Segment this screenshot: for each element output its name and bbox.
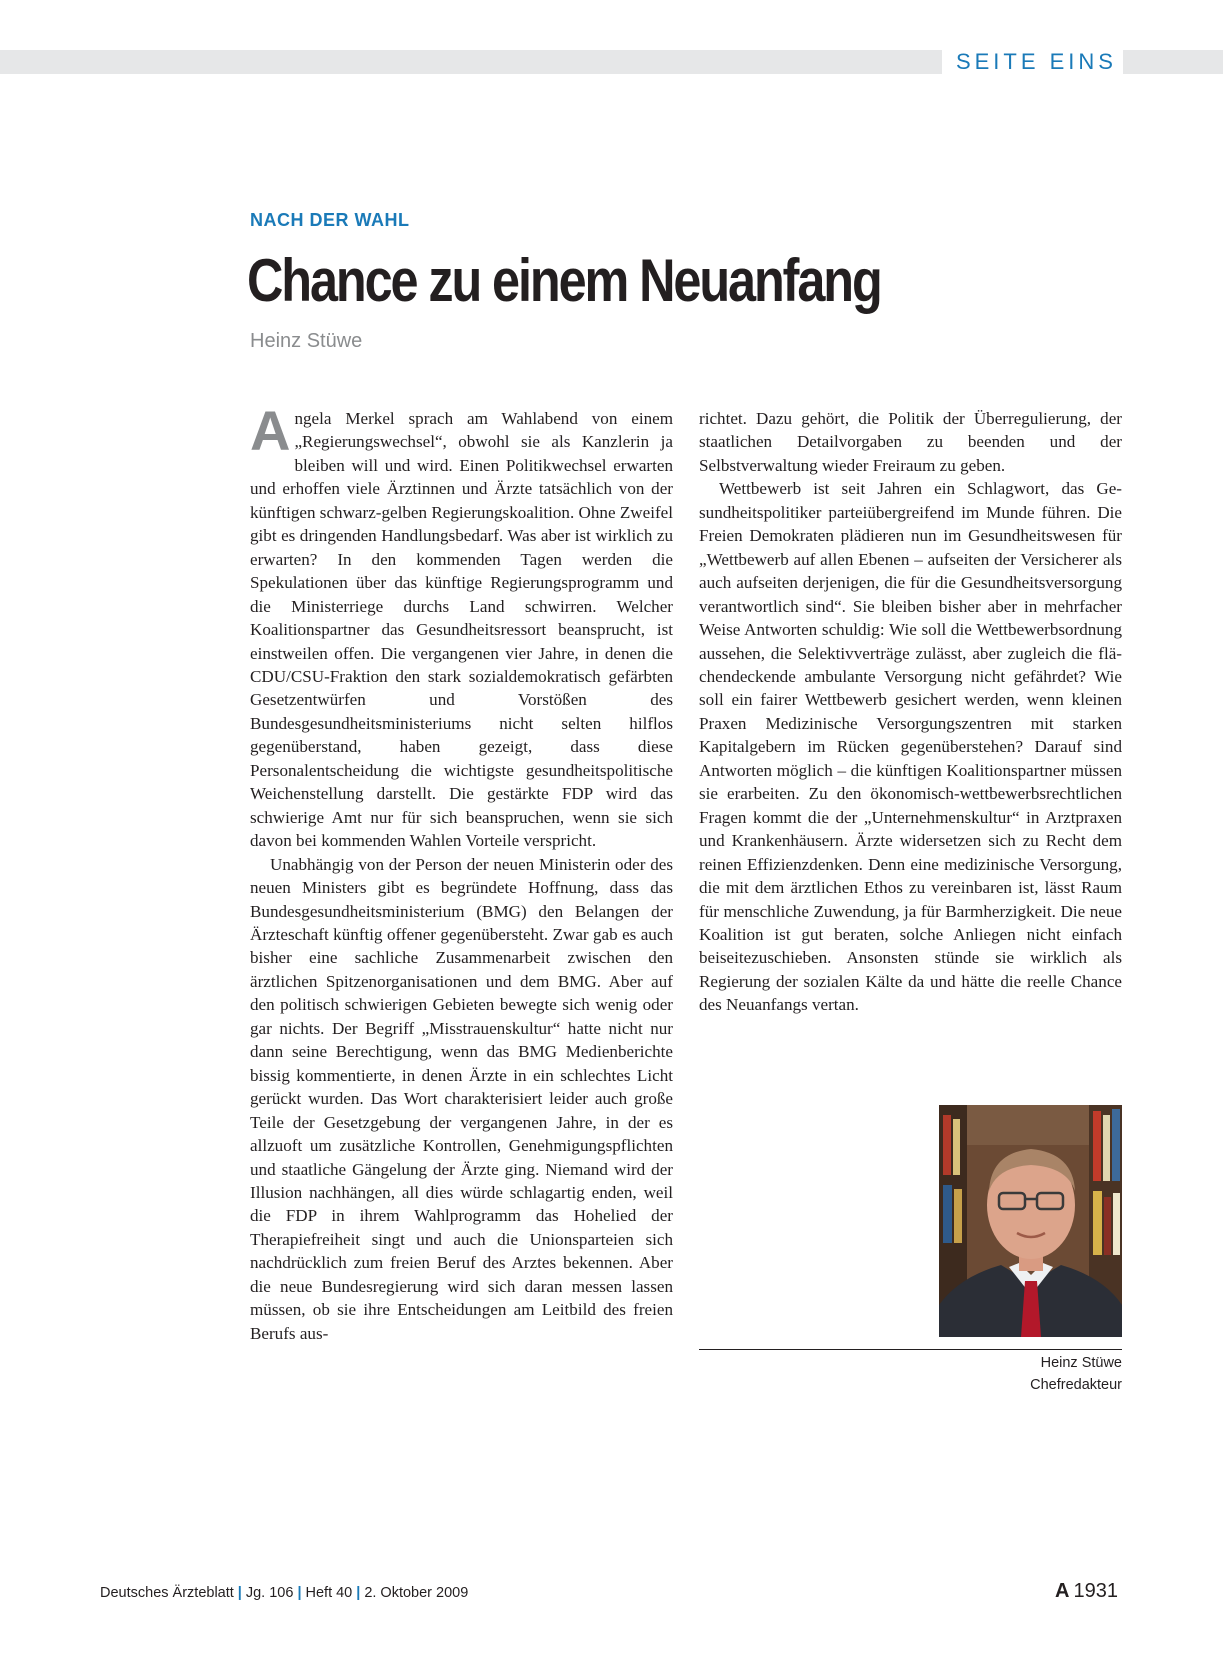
footer-info <box>100 1585 468 1601</box>
article-column-2 <box>699 407 1122 1017</box>
caption-name: Heinz Stüwe <box>1040 1355 1122 1371</box>
footer-date: 2. Oktober 2009 <box>364 1585 469 1601</box>
article-headline: Chance zu einem Neuanfang <box>247 247 881 314</box>
paragraph-text: ngela Merkel sprach am Wahlabend von einem „Regierungswechsel“, obwohl sie als Kanzlerin ja bleiben will und wird. Einen Politikwechsel erwarten und erhoffen viele Ärztinnen und Ärzte tatsächlich von der künftigen schwarz-gelben Regierungskoalition. Ohne Zweifel gibt es dringenden Handlungsbedarf. Was aber ist wirklich zu erwarten? In den kommenden Tagen werden die Spekulationen über das künftige Regierungsprogramm und die Ministerriege durchs Land schwirren. Welcher Koalitionspartner das Gesundheitsressort beansprucht, ist einstweilen offen. Die vergangenen vier Jahre, in denen die CDU/CSU-Fraktion den stark sozialdemokratisch gefärbten Gesetzentwürfen und Vorstößen des Bundesgesundheitsministeriums nicht selten hilflos gegenüberstand, haben gezeigt, dass diese Personalentscheidung die wichtigste gesundheitspolitische Weichenstellung darstellt. Die gestärkte FDP wird das schwierige Amt nur für sich beanspruchen, wenn sie sich davon bei kommenden Wahlen Vorteile verspricht. <box>250 409 673 851</box>
photo-caption <box>1030 1352 1122 1396</box>
caption-role: Chefredakteur <box>1030 1377 1122 1393</box>
article-paragraph: richtet. Dazu gehört, die Politik der Überregulierung, der staatlichen Detailvorgaben zu beenden und der Selbstverwaltung wieder Freiraum zu geben. <box>699 409 1122 475</box>
article-author: Heinz Stüwe <box>250 330 363 352</box>
article-column-1 <box>250 399 673 1345</box>
article-paragraph: Unabhängig von der Person der neuen Ministerin oder des neuen Ministers gibt es begründete Hoffnung, dass das Bundesgesundheitsministerium (BMG) den Belangen der Ärzteschaft künftig offener gegenübersteht. Zwar gab es auch bisher eine sachliche Zusammenarbeit zwischen den ärztlichen Spitzenorganisationen und dem BMG. Aber auf den politisch schwierigen Gebieten bewegte sich wenig oder gar nichts. Der Begriff „Misstrauenskultur“ hatte nicht nur dann seine Berechtigung, wenn das BMG Medienberichte bissig kommentierte, in denen Ärzte in ein schlechtes Licht gerückt wurden. Das Wort charakterisiert leider auch große Teile der Gesetzgebung der vergangenen Jahre, in der es allzuoft um zusätzliche Kontrollen, Genehmigungspflichten und staatliche Gängelung der Ärzte ging. Niemand wird der Illusion nachhängen, all dies würde schlagartig enden, weil die FDP in ihrem Wahlprogramm das Hohelied der Therapiefreiheit singt und auch die Unionsparteien sich nachdrücklich zum freien Beruf des Arztes bekennen. Aber die neue Bundesregierung wird sich daran messen lassen müssen, ob sie ihre Entscheidungen am Leitbild des freien Berufs aus- <box>250 854 673 1343</box>
article-kicker: NACH DER WAHL <box>250 210 410 230</box>
footer-separator: | <box>356 1585 361 1601</box>
drop-cap: A <box>250 399 291 462</box>
caption-rule <box>699 1349 1122 1350</box>
footer-separator: | <box>297 1585 302 1601</box>
page-number <box>1055 1580 1118 1603</box>
footer-separator: | <box>237 1585 242 1601</box>
footer-publication: Deutsches Ärzteblatt <box>100 1585 234 1601</box>
footer-issue: Heft 40 <box>305 1585 353 1601</box>
article-paragraph: Wettbewerb ist seit Jahren ein Schlagwort, das Gesundheitspolitiker parteiübergreifend im Munde führen. Die Freien Demokraten plädieren nun im Gesundheitswesen für „Wettbewerb auf allen Ebenen – aufseiten der Versicherer als auch aufseiten derjenigen, die für die Gesundheitsversorgung verantwortlich sind“. Sie bleiben bisher aber in mehrfacher Weise Antworten schuldig: Wie soll die Wettbewerbsordnung aussehen, die Selektivverträge zulässt, aber zugleich die flächendeckende ambulante Versorgung nicht gefährdet? Wie soll ein fairer Wettbewerb gesichert werden, wenn kleinen Praxen Medizinische Versorgungszentren mit starken Kapitalgebern im Rücken gegenüberstehen? Darauf sind Antworten möglich – die künftigen Koalitionspartner müssen sie erarbeiten. Zu den ökonomisch-wettbewerbsrechtlichen Fragen kommt die der „Unternehmenskultur“ in Arztpraxen und Krankenhäusern. Ärzte widersetzen sich zu Recht dem reinen Effizienzdenken. Denn eine medizinische Versorgung, die mit dem ärztlichen Ethos zu vereinbaren ist, lässt Raum für menschliche Zuwendung, ja für Barmherzigkeit. Die neue Koalition ist gut beraten, solche Anliegen nicht einfach beiseitezuschieben. Ansonsten stünde sie wirklich als Regierung der sozialen Kälte da und hätte die reelle Chance des Neuanfangs vertan. <box>699 479 1122 1015</box>
page-number-value: 1931 <box>1073 1580 1118 1602</box>
edition-letter: A <box>1055 1580 1070 1602</box>
article-paragraph <box>250 399 673 853</box>
section-label: SEITE EINS <box>942 47 1123 75</box>
footer-volume: Jg. 106 <box>245 1585 294 1601</box>
author-portrait <box>939 1105 1122 1337</box>
